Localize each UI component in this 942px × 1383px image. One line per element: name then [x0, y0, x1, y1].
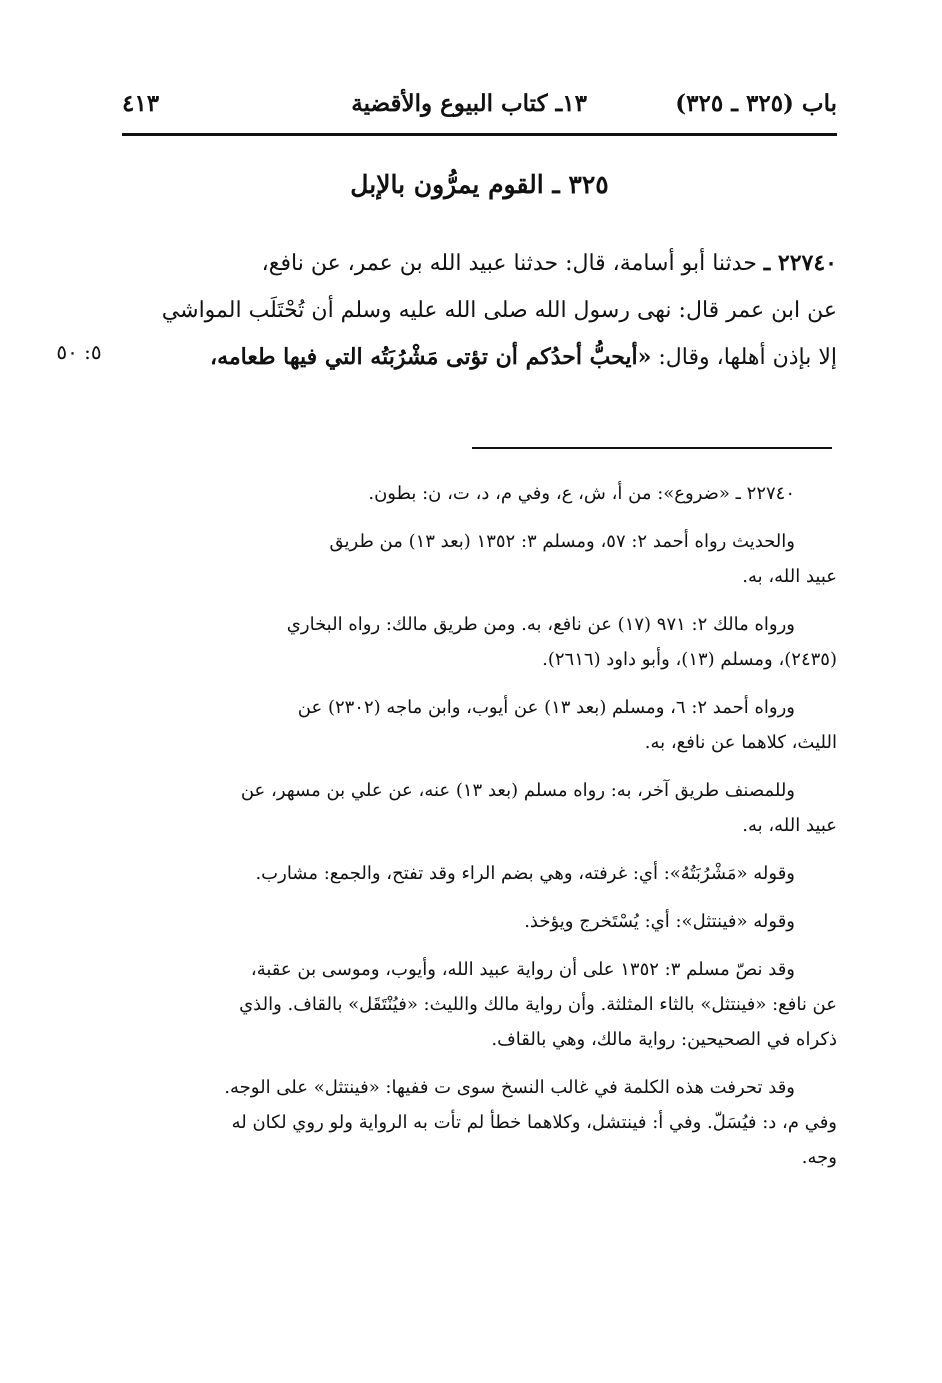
footnote-paragraph	[122, 856, 837, 891]
hadith-number: ٢٢٧٤٠ ـ	[763, 250, 837, 276]
footnote-line: عبيد الله، به.	[742, 566, 837, 587]
footnote-paragraph	[122, 773, 837, 843]
footnote-line: ٢٢٧٤٠ ـ «ضروع»: من أ، ش، ع، وفي م، د، ت، ن: بطون.	[368, 483, 795, 504]
hadith-line-text: عن ابن عمر قال: نهى رسول الله صلى الله عليه وسلم أن تُحْتَلَب المواشي	[161, 298, 837, 323]
hadith-line-3	[122, 334, 837, 381]
hadith-line-2	[122, 287, 837, 334]
footnote-paragraph	[122, 607, 837, 677]
running-header	[122, 86, 837, 130]
hadith-quote: «أيحبُّ أحدُكم أن تؤتى مَشْرُبَتُه التي فيها طعامه،	[210, 344, 652, 370]
chapter-title: ٣٢٥ ـ القوم يمرُّون بالإبل	[350, 170, 609, 199]
page-number: ٤١٣	[122, 90, 160, 117]
footnote-paragraph	[122, 476, 837, 511]
footnote-paragraph	[122, 690, 837, 760]
margin-reference: ٥: ٥٠	[56, 340, 102, 364]
footnote-line: وقد نصّ مسلم ٣: ١٣٥٢ على أن رواية عبيد الله، وأيوب، وموسى بن عقبة،	[250, 959, 795, 980]
hadith-line-1	[122, 240, 837, 287]
footnote-line: ورواه أحمد ٢: ٦، ومسلم (بعد ١٣) عن أيوب، وابن ماجه (٢٣٠٢) عن	[297, 697, 795, 718]
hadith-text	[122, 240, 837, 381]
footnote-line: وجه.	[801, 1147, 837, 1168]
footnote-line: عبيد الله، به.	[742, 815, 837, 836]
footnotes	[122, 476, 837, 1188]
footnote-separator	[472, 447, 832, 449]
footnote-line: الليث، كلاهما عن نافع، به.	[644, 732, 837, 753]
hadith-line-text: حدثنا أبو أسامة، قال: حدثنا عبيد الله بن عمر، عن نافع،	[261, 251, 764, 276]
footnote-line: وللمصنف طريق آخر، به: رواه مسلم (بعد ١٣) عنه، عن علي بن مسهر، عن	[240, 780, 795, 801]
footnote-line: (٢٤٣٥)، ومسلم (١٣)، وأبو داود (٢٦١٦).	[542, 649, 837, 670]
footnote-paragraph	[122, 1070, 837, 1175]
footnote-paragraph	[122, 904, 837, 939]
hadith-line-text: إلا بإذن أهلها، وقال:	[651, 345, 837, 370]
footnote-paragraph	[122, 524, 837, 594]
header-rule	[122, 133, 837, 136]
header-chapter-range: باب (٣٢٥ ـ ٣٢٥)	[675, 90, 837, 117]
footnote-line: ذكراه في الصحيحين: رواية مالك، وهي بالقاف.	[491, 1029, 837, 1050]
footnote-line: والحديث رواه أحمد ٢: ٥٧، ومسلم ٣: ١٣٥٢ (بعد ١٣) من طريق	[329, 531, 795, 552]
footnote-line: ورواه مالك ٢: ٩٧١ (١٧) عن نافع، به. ومن طريق مالك: رواه البخاري	[286, 614, 795, 635]
footnote-line: وقوله «مَشْرُبَتُهُ»: أي: غرفته، وهي بضم الراء وقد تفتح، والجمع: مشارب.	[255, 863, 795, 884]
footnote-line: عن نافع: «فينتثل» بالثاء المثلثة. وأن رواية مالك والليث: «فيُنْتَقَل» بالقاف. والذي	[239, 994, 837, 1015]
footnote-line: وفي م، د: فيُسَلّ. وفي أ: فينتشل، وكلاهما خطأ لم تأت به الرواية ولو روي لكان له	[231, 1112, 837, 1133]
header-book-title: ١٣ـ كتاب البيوع والأقضية	[351, 90, 587, 117]
footnote-line: وقوله «فينتثل»: أي: يُسْتَخرج ويؤخذ.	[524, 911, 795, 932]
footnote-paragraph	[122, 952, 837, 1057]
footnote-line: وقد تحرفت هذه الكلمة في غالب النسخ سوى ت ففيها: «فينتثل» على الوجه.	[224, 1077, 795, 1098]
